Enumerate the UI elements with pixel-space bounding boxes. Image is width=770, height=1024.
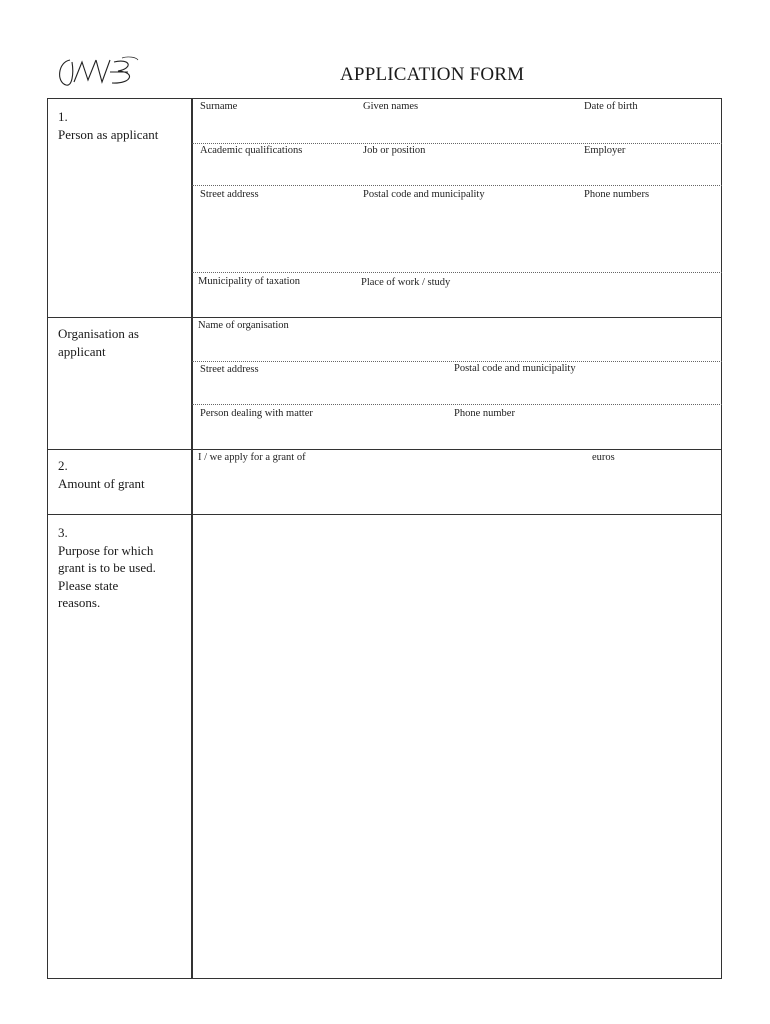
field-line: [192, 143, 722, 144]
section-1-heading: [58, 108, 158, 143]
given-names-field[interactable]: Given names: [363, 101, 419, 112]
section-3-line3: Please state: [58, 577, 119, 593]
section-3-heading: [58, 524, 156, 612]
signature-logo-icon: [52, 52, 142, 92]
date-of-birth-field[interactable]: Date of birth: [584, 101, 638, 112]
section-divider-person: [47, 317, 722, 318]
section-2-number: 2.: [58, 458, 68, 473]
field-line: [192, 361, 722, 362]
field-line: [192, 272, 722, 273]
employer-field[interactable]: Employer: [584, 145, 626, 156]
form-title: APPLICATION FORM: [340, 64, 525, 85]
person-dealing-field[interactable]: Person dealing with matter: [200, 408, 313, 419]
street-address-field[interactable]: Street address: [200, 189, 259, 200]
organisation-postal-code-field[interactable]: Postal code and municipality: [454, 363, 576, 374]
surname-field[interactable]: Surname: [200, 101, 238, 112]
postal-code-field[interactable]: Postal code and municipality: [363, 189, 485, 200]
section-3-line1: Purpose for which: [58, 542, 154, 558]
section-1-number: 1.: [58, 109, 68, 124]
municipality-taxation-field[interactable]: Municipality of taxation: [198, 276, 301, 287]
section-divider-organisation: [47, 449, 722, 450]
section-3-number: 3.: [58, 525, 68, 540]
field-line: [192, 404, 722, 405]
organisation-name-field[interactable]: Name of organisation: [198, 320, 289, 331]
section-2-title: Amount of grant: [58, 475, 145, 491]
organisation-heading-line2: applicant: [58, 343, 106, 359]
organisation-street-address-field[interactable]: Street address: [200, 364, 259, 375]
section-1-title: Person as applicant: [58, 126, 159, 142]
section-divider-amount: [47, 514, 722, 515]
section-3-line4: reasons.: [58, 595, 101, 610]
organisation-heading: [58, 325, 139, 360]
currency-label: euros: [592, 452, 615, 463]
academic-qualifications-field[interactable]: Academic qualifications: [200, 145, 303, 156]
section-3-line2: grant is to be used.: [58, 560, 156, 575]
purpose-text-area[interactable]: [193, 516, 720, 977]
place-of-work-field[interactable]: Place of work / study: [361, 277, 451, 288]
organisation-phone-field[interactable]: Phone number: [454, 408, 515, 419]
organisation-heading-line1: Organisation as: [58, 326, 139, 341]
field-line: [192, 185, 722, 186]
job-position-field[interactable]: Job or position: [363, 145, 426, 156]
phone-numbers-field[interactable]: Phone numbers: [584, 189, 650, 200]
section-2-heading: [58, 457, 145, 492]
grant-amount-field[interactable]: I / we apply for a grant of: [198, 452, 306, 463]
